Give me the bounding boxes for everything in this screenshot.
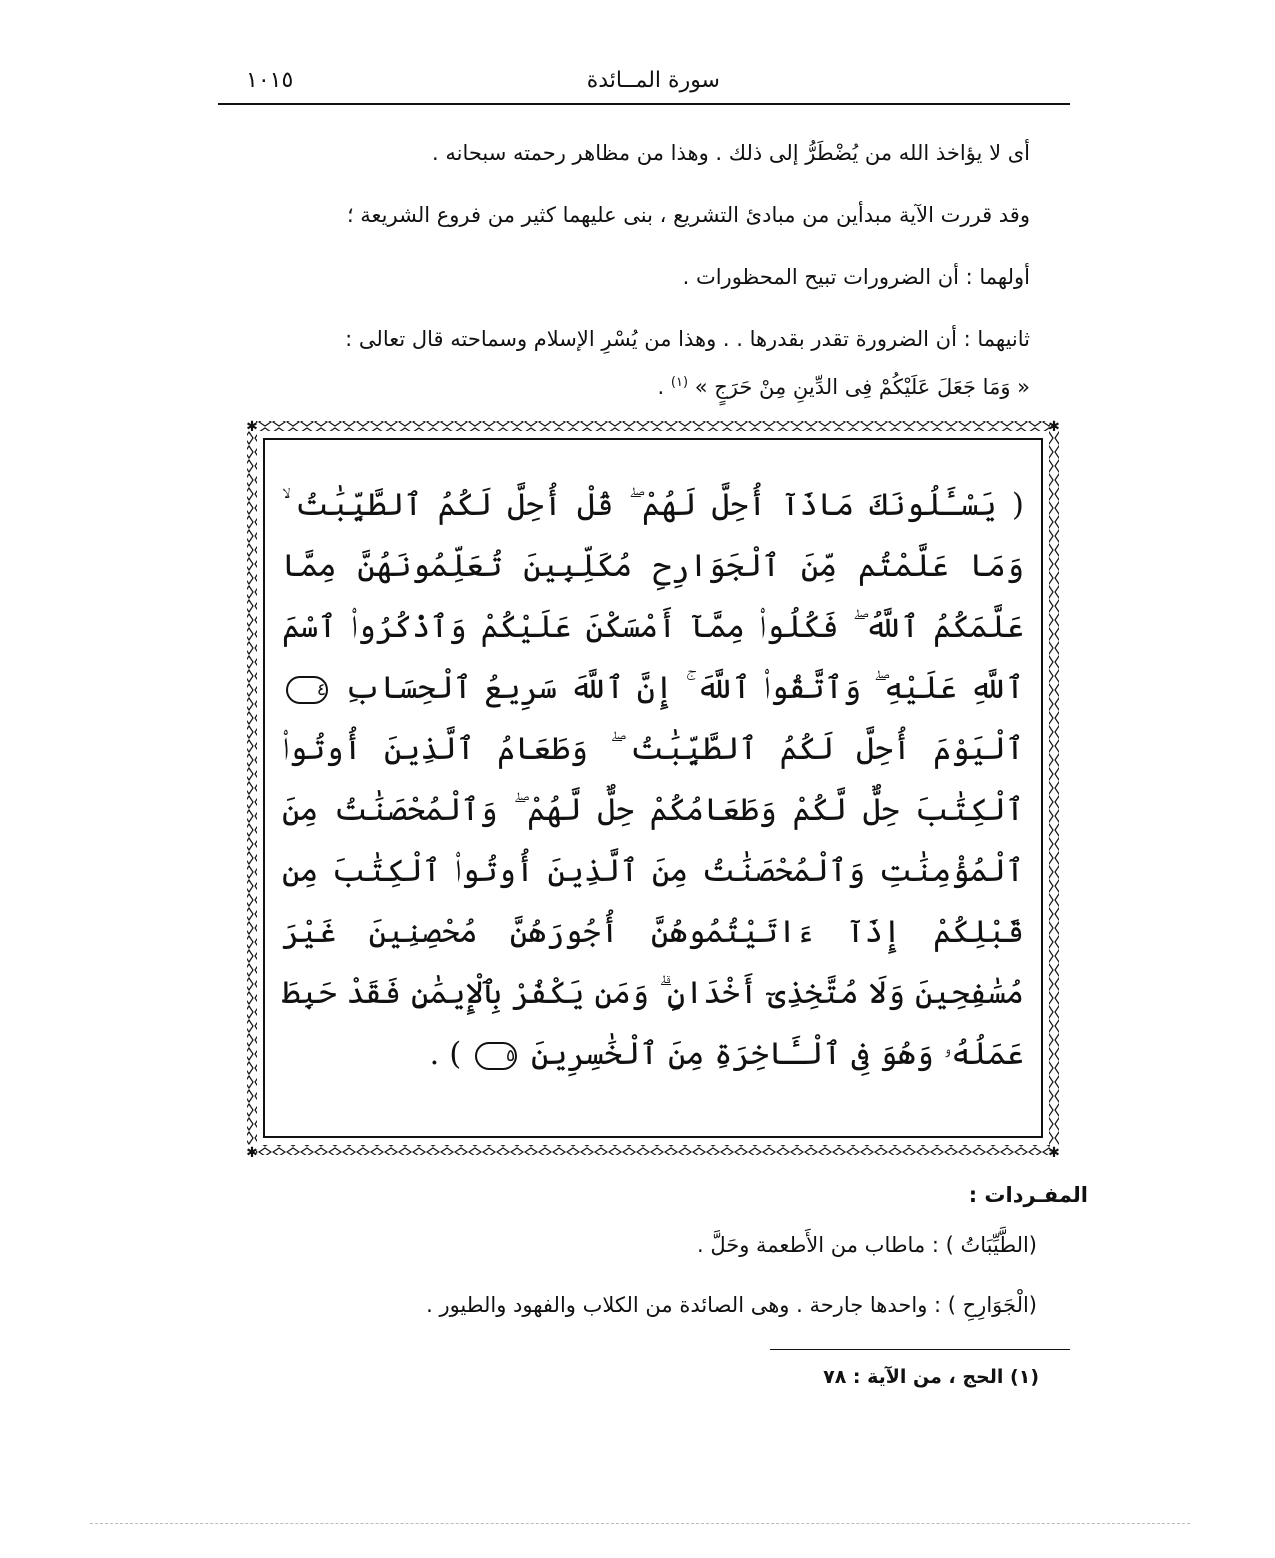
page-number: ١٠١٥ — [246, 68, 294, 93]
svg-text:✱: ✱ — [246, 1145, 258, 1159]
verse-part-2: ٱلْيَوْمَ أُحِلَّ لَكُمُ ٱلطَّيِّبَٰتُ ۖ وَطَعَامُ ٱلَّذِينَ أُوتُوا۟ ٱلْكِتَٰبَ حِلٌّ لَّكُمْ وَطَعَامُكُمْ حِلٌّ لَّهُمْ ۖ وَٱلْمُحْصَنَٰتُ مِنَ ٱلْمُؤْمِنَٰتِ وَٱلْمُحْصَنَٰتُ مِنَ ٱلَّذِينَ أُوتُوا۟ ٱلْكِتَٰبَ مِن قَبْلِكُمْ إِذَآ ءَاتَيْتُمُوهُنَّ أُجُورَهُنَّ مُحْصِنِينَ غَيْرَ مُسَٰفِحِينَ وَلَا مُتَّخِذِىٓ أَخْدَانٍ ۗ وَمَن يَكْفُرْ بِٱلْإِيمَٰنِ فَقَدْ حَبِطَ عَمَلُهُۥ وَهُوَ فِى ٱلْـَٔاخِرَةِ مِنَ ٱلْخَٰسِرِينَ — [282, 731, 1024, 1072]
vocabulary-heading: المفـردات : — [968, 1183, 1088, 1207]
footnote: (١) الحج ، من الآية : ٧٨ — [823, 1366, 1039, 1388]
vocabulary-item-1: (الطَّيِّبَاتُ ) : ماطاب من الأَطعمة وحَلَّ . — [696, 1233, 1037, 1257]
intro-line-1: أى لا يؤاخذ الله من يُضْطَرُّ إلى ذلك . وهذا من مظاهر رحمته سبحانه . — [431, 141, 1030, 165]
verse-close: ) . — [429, 1036, 462, 1072]
ayah-number-5: ٥ — [475, 1042, 517, 1070]
surah-title: سورة المــائدة — [586, 68, 720, 93]
vocabulary-item-2: (الْجَوَارِحِ ) : واحدها جارحة . وهى الصائدة من الكلاب والفهود والطيور . — [426, 1293, 1037, 1317]
quote-text: « وَمَا جَعَلَ عَلَيْكُمْ فِى الدِّينِ مِنْ حَرَجٍ » — [694, 375, 1030, 399]
intro-line-3: أولهما : أن الضرورات تبيح المحظورات . — [682, 265, 1030, 289]
quote-end: . — [657, 375, 665, 399]
intro-line-2: وقد قررت الآية مبدأين من مبادئ التشريع ، بنى عليهما كثير من فروع الشريعة ؛ — [346, 203, 1030, 227]
quran-verse-frame — [244, 417, 1062, 1159]
verse-part-1: ( يَسْـَٔلُونَكَ مَاذَآ أُحِلَّ لَهُمْ ۖ قُلْ أُحِلَّ لَكُمُ ٱلطَّيِّبَٰتُ ۙ وَمَا عَلَّمْتُم مِّنَ ٱلْجَوَارِحِ مُكَلِّبِينَ تُعَلِّمُونَهُنَّ مِمَّا عَلَّمَكُمُ ٱللَّهُ ۖ فَكُلُوا۟ مِمَّآ أَمْسَكْنَ عَلَيْكُمْ وَٱذْكُرُوا۟ ٱسْمَ ٱللَّهِ عَلَيْهِ ۖ وَٱتَّقُوا۟ ٱللَّهَ ۚ إِنَّ ٱللَّهَ سَرِيعُ ٱلْحِسَابِ — [282, 487, 1024, 706]
ayah-number-4: ٤ — [286, 676, 328, 704]
svg-text:✱: ✱ — [246, 419, 258, 435]
intro-line-4: ثانيهما : أن الضرورة تقدر بقدرها . . وهذا من يُسْرِ الإسلام وسماحته قال تعالى : — [345, 327, 1030, 351]
bottom-scan-line — [90, 1523, 1190, 1524]
header-divider — [218, 103, 1070, 105]
svg-text:✱: ✱ — [1048, 419, 1060, 435]
svg-text:✱: ✱ — [1048, 1145, 1060, 1159]
footnote-divider — [770, 1349, 1070, 1350]
page-header — [218, 64, 1070, 104]
intro-line-5 — [658, 370, 1031, 400]
quran-verse-text — [282, 475, 1024, 1085]
footnote-reference: (١) — [670, 375, 689, 390]
